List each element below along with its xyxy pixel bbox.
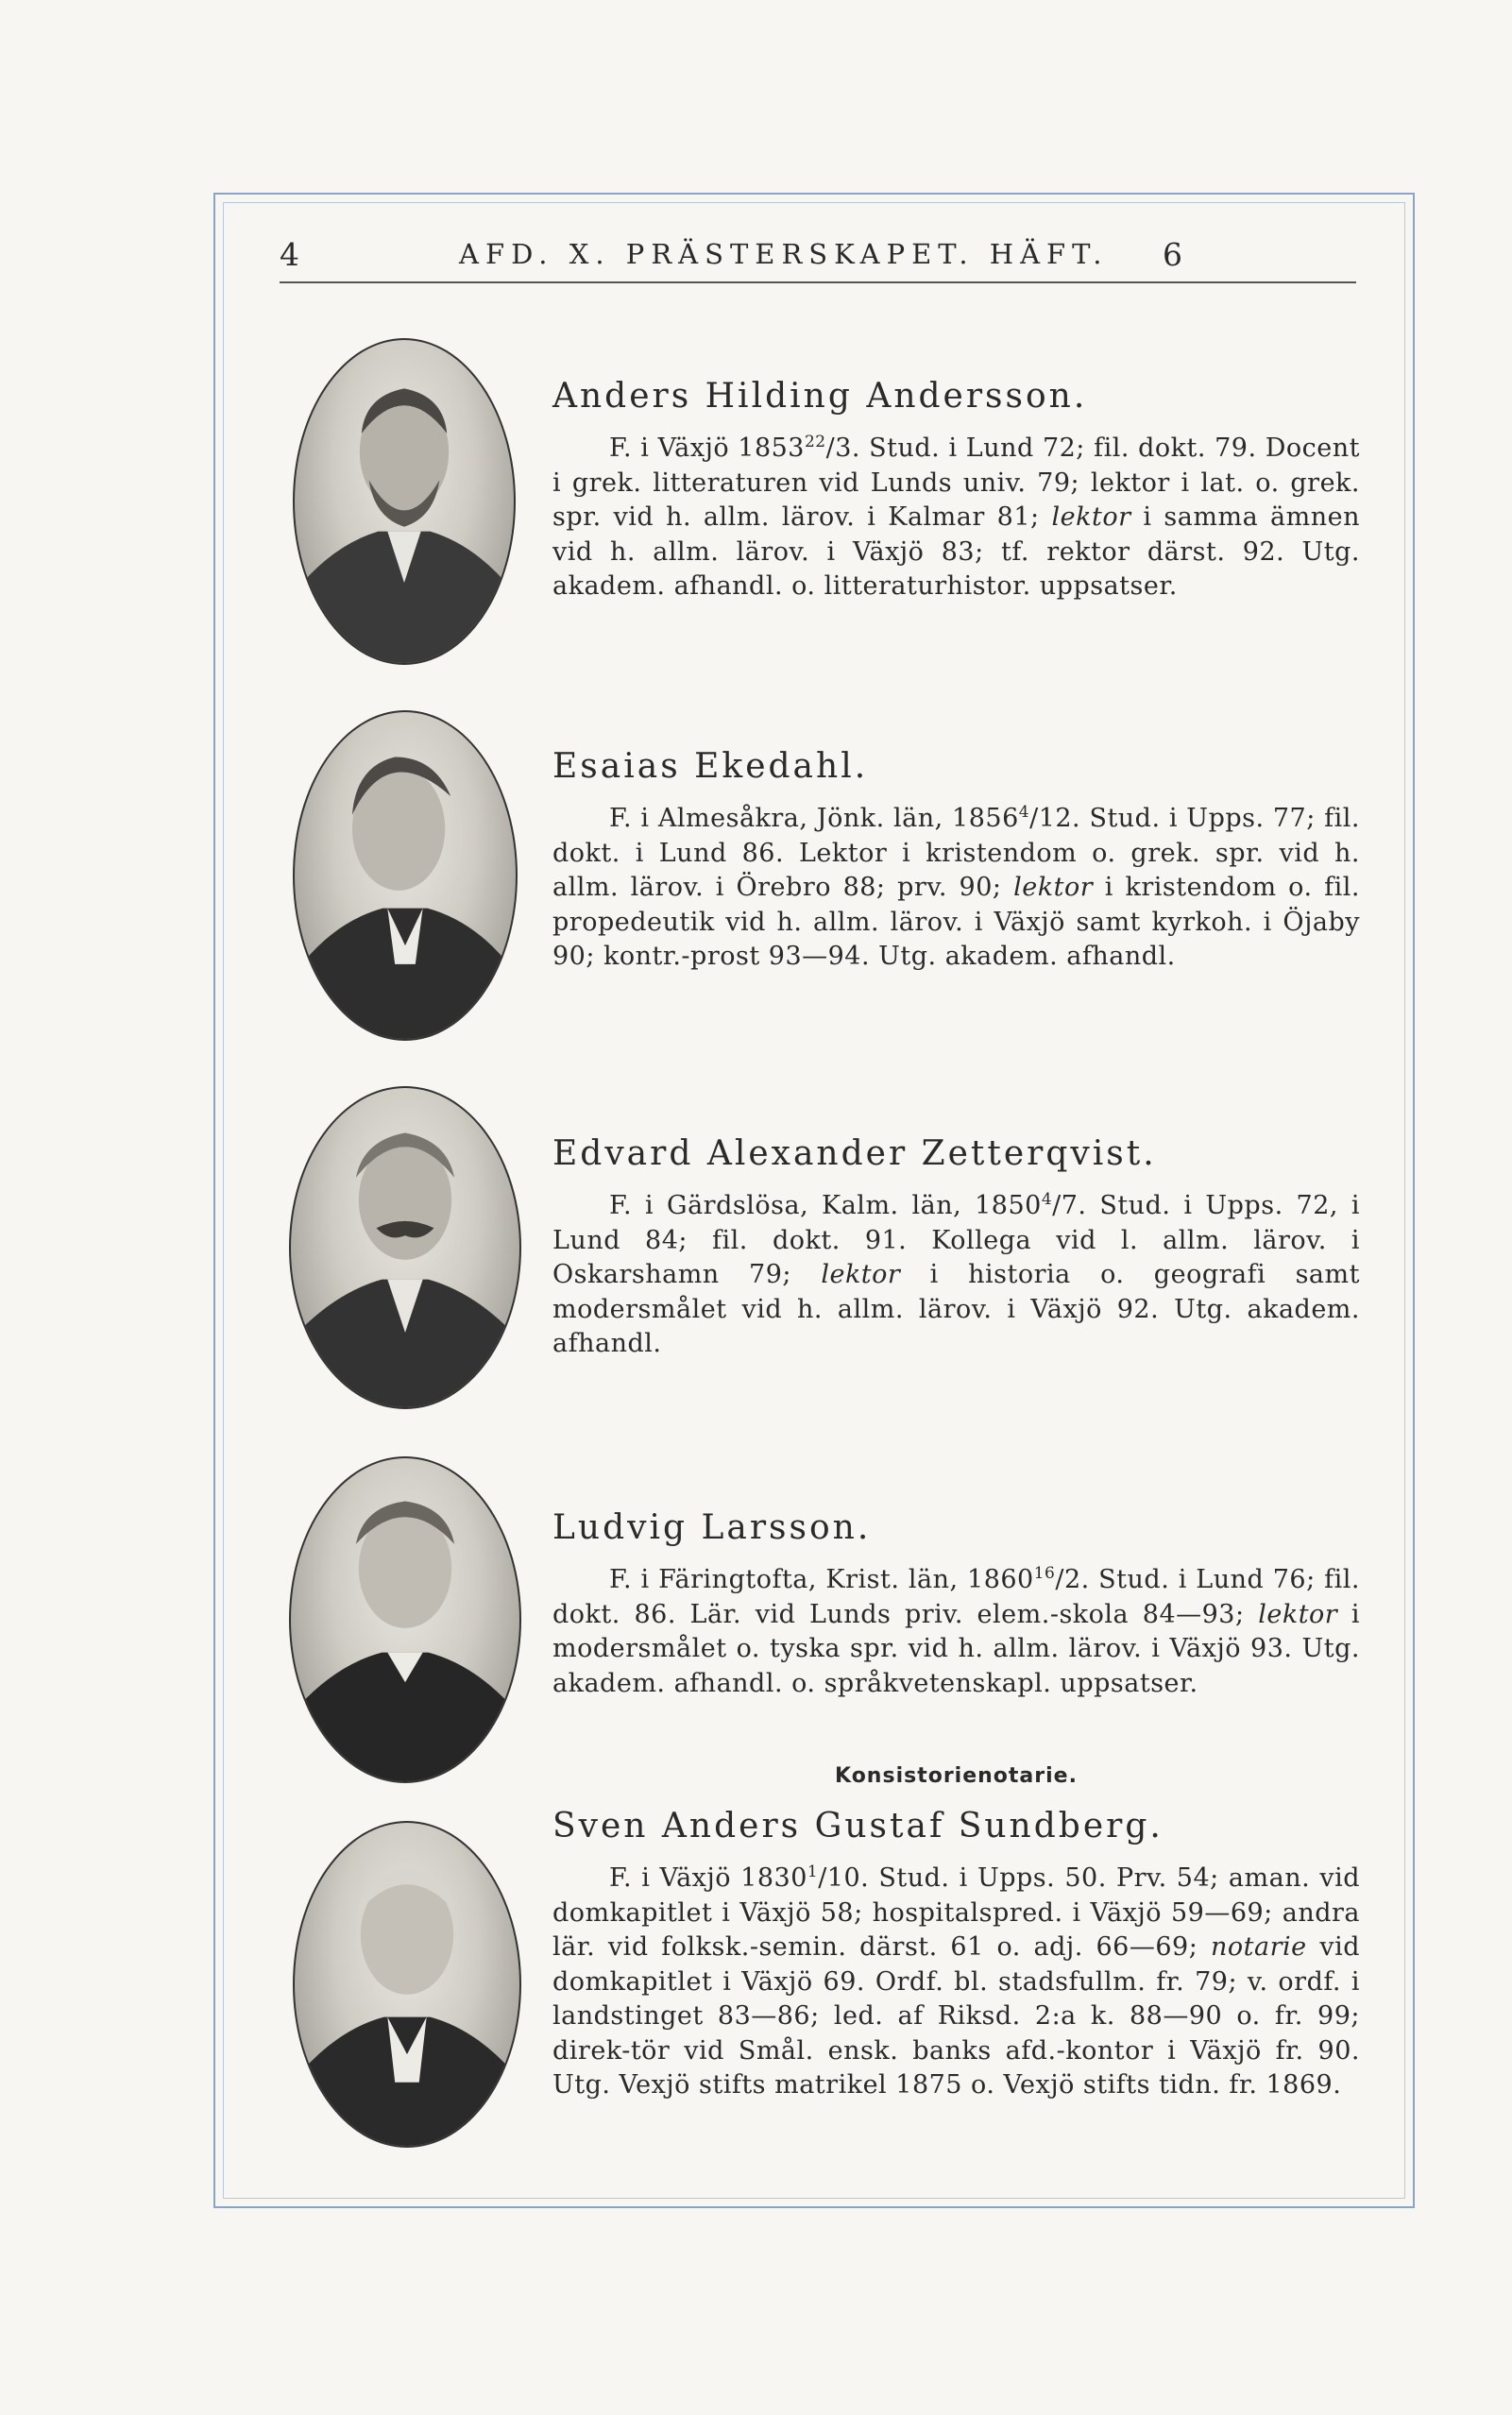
biography-entry: [552, 746, 1360, 975]
portrait-silhouette-icon: [291, 1088, 519, 1407]
portrait-photo: [293, 338, 516, 665]
biography-text: F. i Färingtofta, Krist. län, 1860$^{16}$/2. Stud. i Lund 76; fil. dokt. 86. Lär. vid Lunds priv. elem.-skola 84—93; lektor i modersmålet o. tyska spr. vid h. allm. lärov. i Växjö 93. Utg. akadem. afhandl. o. språkvetenskapl. uppsatser.: [552, 1564, 1360, 1698]
biography-text: F. i Växjö 1853$^{22}$/3. Stud. i Lund 72; fil. dokt. 79. Docent i grek. litteraturen vid Lunds univ. 79; lektor i lat. o. grek. spr. vid h. allm. lärov. i Kalmar 81; lektor i samma ämnen vid h. allm. lärov. i Växjö 83; tf. rektor därst. 92. Utg. akadem. afhandl. o. litteraturhistor. uppsatser.: [552, 433, 1361, 601]
person-name: Sven Anders Gustaf Sundberg.: [552, 1807, 1164, 1845]
biography-text: F. i Växjö 1830$^1$/10. Stud. i Upps. 50. Prv. 54; aman. vid domkapitlet i Växjö 58; hospitalspred. i Växjö 59—69; andra lär. vid folksk.-semin. därst. 61 o. adj. 66—69; notarie vid domkapitlet i Växjö 69. Ordf. bl. stadsfullm. fr. 79; v. ordf. i landstinget 83—86; led. af Riksd. 2:a k. 88—90 o. fr. 99; direk-tör vid Smål. ensk. banks afd.-kontor i Växjö fr. 90. Utg. Vexjö stifts matrikel 1875 o. Vexjö stifts tidn. fr. 1869.: [552, 1862, 1360, 2100]
person-name: Ludvig Larsson.: [552, 1508, 872, 1547]
biography-entry: [552, 1507, 1360, 1701]
portrait-silhouette-icon: [295, 340, 514, 663]
person-name: Edvard Alexander Zetterqvist.: [552, 1134, 1157, 1173]
portrait-silhouette-icon: [295, 1823, 519, 2146]
portrait-photo: [289, 1456, 521, 1783]
person-name: Anders Hilding Andersson.: [552, 377, 1088, 416]
portrait-silhouette-icon: [291, 1458, 519, 1781]
person-name: Esaias Ekedahl.: [552, 747, 869, 786]
portrait-photo: [289, 1086, 521, 1409]
biography-entry: [552, 1133, 1360, 1362]
header-rule: [280, 281, 1356, 283]
header-title: AFD. X. PRÄSTERSKAPET. HÄFT.: [459, 238, 1109, 270]
portrait-photo: [293, 1821, 521, 2148]
page-number: 4: [280, 236, 304, 273]
portrait-photo: [293, 710, 518, 1041]
portrait-silhouette-icon: [295, 712, 516, 1039]
issue-number: 6: [1163, 236, 1187, 273]
biography-entry: [552, 1806, 1360, 2103]
biography-text: F. i Almesåkra, Jönk. län, 1856$^4$/12. Stud. i Upps. 77; fil. dokt. i Lund 86. Lektor i kristendom o. grek. spr. vid h. allm. lärov. i Örebro 88; prv. 90; lektor i kristendom o. fil. propedeutik vid h. allm. lärov. i Växjö samt kyrkoh. i Öjaby 90; kontr.-prost 93—94. Utg. akadem. afhandl.: [552, 803, 1360, 971]
biography-text: F. i Gärdslösa, Kalm. län, 1850$^4$/7. Stud. i Upps. 72, i Lund 84; fil. dokt. 91. Kollega vid l. allm. lärov. i Oskarshamn 79; lektor i historia o. geografi samt modersmålet vid h. allm. lärov. i Växjö 92. Utg. akadem. afhandl.: [552, 1190, 1360, 1358]
section-heading: Konsistorienotarie.: [835, 1764, 1078, 1788]
biography-entry: [552, 376, 1360, 604]
